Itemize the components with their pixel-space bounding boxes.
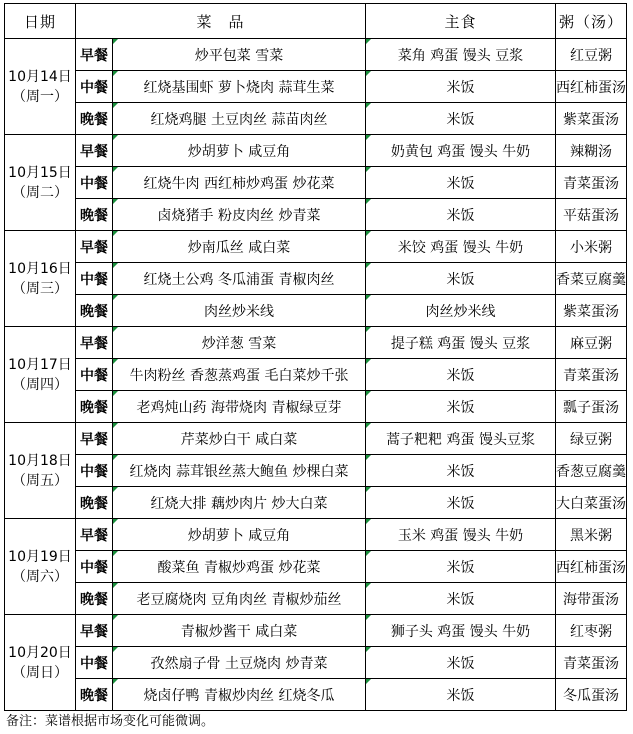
dishes-cell: 炒洋葱 雪菜: [113, 327, 366, 359]
dishes-cell: 青椒炒酱干 咸白菜: [113, 615, 366, 647]
dishes-cell: 炒胡萝卜 咸豆角: [113, 135, 366, 167]
soup-cell: 青菜蛋汤: [556, 647, 627, 679]
table-row: [5, 359, 627, 391]
meal-label: 晚餐: [76, 199, 113, 231]
day-date-cell: [5, 231, 76, 327]
dishes-cell: 孜然扇子骨 土豆烧肉 炒青菜: [113, 647, 366, 679]
table-row: [5, 135, 627, 167]
day-weekday: （周四）: [12, 376, 68, 393]
staple-cell: 肉丝炒米线: [366, 295, 556, 327]
staple-cell: 米饭: [366, 167, 556, 199]
soup-cell: 冬瓜蛋汤: [556, 679, 627, 711]
staple-cell: 米饭: [366, 455, 556, 487]
day-date: 10月17日: [8, 356, 72, 373]
meal-label: 早餐: [76, 135, 113, 167]
soup-cell: 西红柿蛋汤: [556, 71, 627, 103]
staple-cell: 蒿子粑粑 鸡蛋 馒头豆浆: [366, 423, 556, 455]
soup-cell: 大白菜蛋汤: [556, 487, 627, 519]
day-date: 10月19日: [8, 548, 72, 565]
meal-label: 早餐: [76, 519, 113, 551]
soup-cell: 黑米粥: [556, 519, 627, 551]
dishes-cell: 红烧基围虾 萝卜烧肉 蒜茸生菜: [113, 71, 366, 103]
dishes-cell: 牛肉粉丝 香葱蒸鸡蛋 毛白菜炒千张: [113, 359, 366, 391]
day-date-cell: [5, 615, 76, 711]
soup-cell: 平菇蛋汤: [556, 199, 627, 231]
table-row: [5, 615, 627, 647]
dishes-cell: 红烧鸡腿 土豆肉丝 蒜苗肉丝: [113, 103, 366, 135]
table-row: [5, 231, 627, 263]
day-weekday: （周日）: [12, 664, 68, 681]
meal-label: 中餐: [76, 647, 113, 679]
table-row: [5, 327, 627, 359]
soup-cell: 香菜豆腐羹: [556, 263, 627, 295]
soup-cell: 青菜蛋汤: [556, 167, 627, 199]
table-row: [5, 39, 627, 71]
day-weekday: （周六）: [12, 568, 68, 585]
day-date: 10月15日: [8, 164, 72, 181]
table-row: [5, 263, 627, 295]
staple-cell: 菜角 鸡蛋 馒头 豆浆: [366, 39, 556, 71]
menu-body: [5, 39, 627, 711]
meal-label: 中餐: [76, 359, 113, 391]
meal-label: 晚餐: [76, 103, 113, 135]
staple-cell: 米饭: [366, 71, 556, 103]
soup-cell: 西红柿蛋汤: [556, 551, 627, 583]
header-date: 日期: [5, 4, 76, 39]
dishes-cell: 芹菜炒白干 咸白菜: [113, 423, 366, 455]
soup-cell: 辣糊汤: [556, 135, 627, 167]
dishes-cell: 红烧大排 藕炒肉片 炒大白菜: [113, 487, 366, 519]
staple-cell: 米饭: [366, 551, 556, 583]
day-weekday: （周一）: [12, 88, 68, 105]
staple-cell: 米饭: [366, 199, 556, 231]
header-dishes: 菜 品: [76, 4, 366, 39]
staple-cell: 米饺 鸡蛋 馒头 牛奶: [366, 231, 556, 263]
staple-cell: 米饭: [366, 647, 556, 679]
soup-cell: 瓢子蛋汤: [556, 391, 627, 423]
day-date: 10月20日: [8, 644, 72, 661]
meal-label: 早餐: [76, 423, 113, 455]
table-row: [5, 551, 627, 583]
day-date: 10月16日: [8, 260, 72, 277]
meal-label: 晚餐: [76, 487, 113, 519]
header-staple: 主食: [366, 4, 556, 39]
soup-cell: 青菜蛋汤: [556, 359, 627, 391]
day-date: 10月18日: [8, 452, 72, 469]
dishes-cell: 烧卤仔鸭 青椒炒肉丝 红烧冬瓜: [113, 679, 366, 711]
staple-cell: 米饭: [366, 391, 556, 423]
day-date-cell: [5, 423, 76, 519]
day-date-cell: [5, 519, 76, 615]
staple-cell: 米饭: [366, 263, 556, 295]
table-row: [5, 519, 627, 551]
soup-cell: 麻豆粥: [556, 327, 627, 359]
table-row: [5, 167, 627, 199]
meal-label: 中餐: [76, 71, 113, 103]
meal-label: 晚餐: [76, 679, 113, 711]
meal-label: 晚餐: [76, 391, 113, 423]
soup-cell: 紫菜蛋汤: [556, 103, 627, 135]
soup-cell: 紫菜蛋汤: [556, 295, 627, 327]
dishes-cell: 红烧肉 蒜茸银丝蒸大鲍鱼 炒棵白菜: [113, 455, 366, 487]
staple-cell: 狮子头 鸡蛋 馒头 牛奶: [366, 615, 556, 647]
table-row: [5, 647, 627, 679]
meal-label: 早餐: [76, 615, 113, 647]
meal-label: 晚餐: [76, 583, 113, 615]
soup-cell: 绿豆粥: [556, 423, 627, 455]
table-row: [5, 103, 627, 135]
meal-label: 中餐: [76, 263, 113, 295]
dishes-cell: 红烧牛肉 西红柿炒鸡蛋 炒花菜: [113, 167, 366, 199]
table-row: [5, 71, 627, 103]
staple-cell: 提子糕 鸡蛋 馒头 豆浆: [366, 327, 556, 359]
soup-cell: 海带蛋汤: [556, 583, 627, 615]
dishes-cell: 老豆腐烧肉 豆角肉丝 青椒炒茄丝: [113, 583, 366, 615]
weekly-menu-table: [4, 3, 627, 711]
dishes-cell: 肉丝炒米线: [113, 295, 366, 327]
table-row: [5, 679, 627, 711]
table-row: [5, 583, 627, 615]
meal-label: 晚餐: [76, 295, 113, 327]
staple-cell: 奶黄包 鸡蛋 馒头 牛奶: [366, 135, 556, 167]
dishes-cell: 酸菜鱼 青椒炒鸡蛋 炒花菜: [113, 551, 366, 583]
soup-cell: 红豆粥: [556, 39, 627, 71]
table-row: [5, 295, 627, 327]
dishes-cell: 炒南瓜丝 咸白菜: [113, 231, 366, 263]
table-row: [5, 199, 627, 231]
day-weekday: （周五）: [12, 472, 68, 489]
meal-label: 中餐: [76, 551, 113, 583]
staple-cell: 米饭: [366, 359, 556, 391]
meal-label: 早餐: [76, 231, 113, 263]
day-weekday: （周三）: [12, 280, 68, 297]
dishes-cell: 炒胡萝卜 咸豆角: [113, 519, 366, 551]
table-row: [5, 455, 627, 487]
table-row: [5, 391, 627, 423]
day-date-cell: [5, 39, 76, 135]
soup-cell: 香葱豆腐羹: [556, 455, 627, 487]
meal-label: 中餐: [76, 167, 113, 199]
meal-label: 中餐: [76, 455, 113, 487]
staple-cell: 米饭: [366, 487, 556, 519]
header-row: [5, 4, 627, 39]
table-row: [5, 423, 627, 455]
footnote: 备注：菜谱根据市场变化可能微调。: [6, 714, 215, 729]
soup-cell: 红枣粥: [556, 615, 627, 647]
dishes-cell: 老鸡炖山药 海带烧肉 青椒绿豆芽: [113, 391, 366, 423]
day-date-cell: [5, 135, 76, 231]
table-row: [5, 487, 627, 519]
dishes-cell: 炒平包菜 雪菜: [113, 39, 366, 71]
staple-cell: 米饭: [366, 679, 556, 711]
dishes-cell: 卤烧猪手 粉皮肉丝 炒青菜: [113, 199, 366, 231]
soup-cell: 小米粥: [556, 231, 627, 263]
header-soup: 粥（汤）: [556, 4, 627, 39]
day-date: 10月14日: [8, 68, 72, 85]
day-date-cell: [5, 327, 76, 423]
meal-label: 早餐: [76, 327, 113, 359]
day-weekday: （周二）: [12, 184, 68, 201]
staple-cell: 米饭: [366, 583, 556, 615]
dishes-cell: 红烧土公鸡 冬瓜浦蛋 青椒肉丝: [113, 263, 366, 295]
staple-cell: 米饭: [366, 103, 556, 135]
staple-cell: 玉米 鸡蛋 馒头 牛奶: [366, 519, 556, 551]
meal-label: 早餐: [76, 39, 113, 71]
